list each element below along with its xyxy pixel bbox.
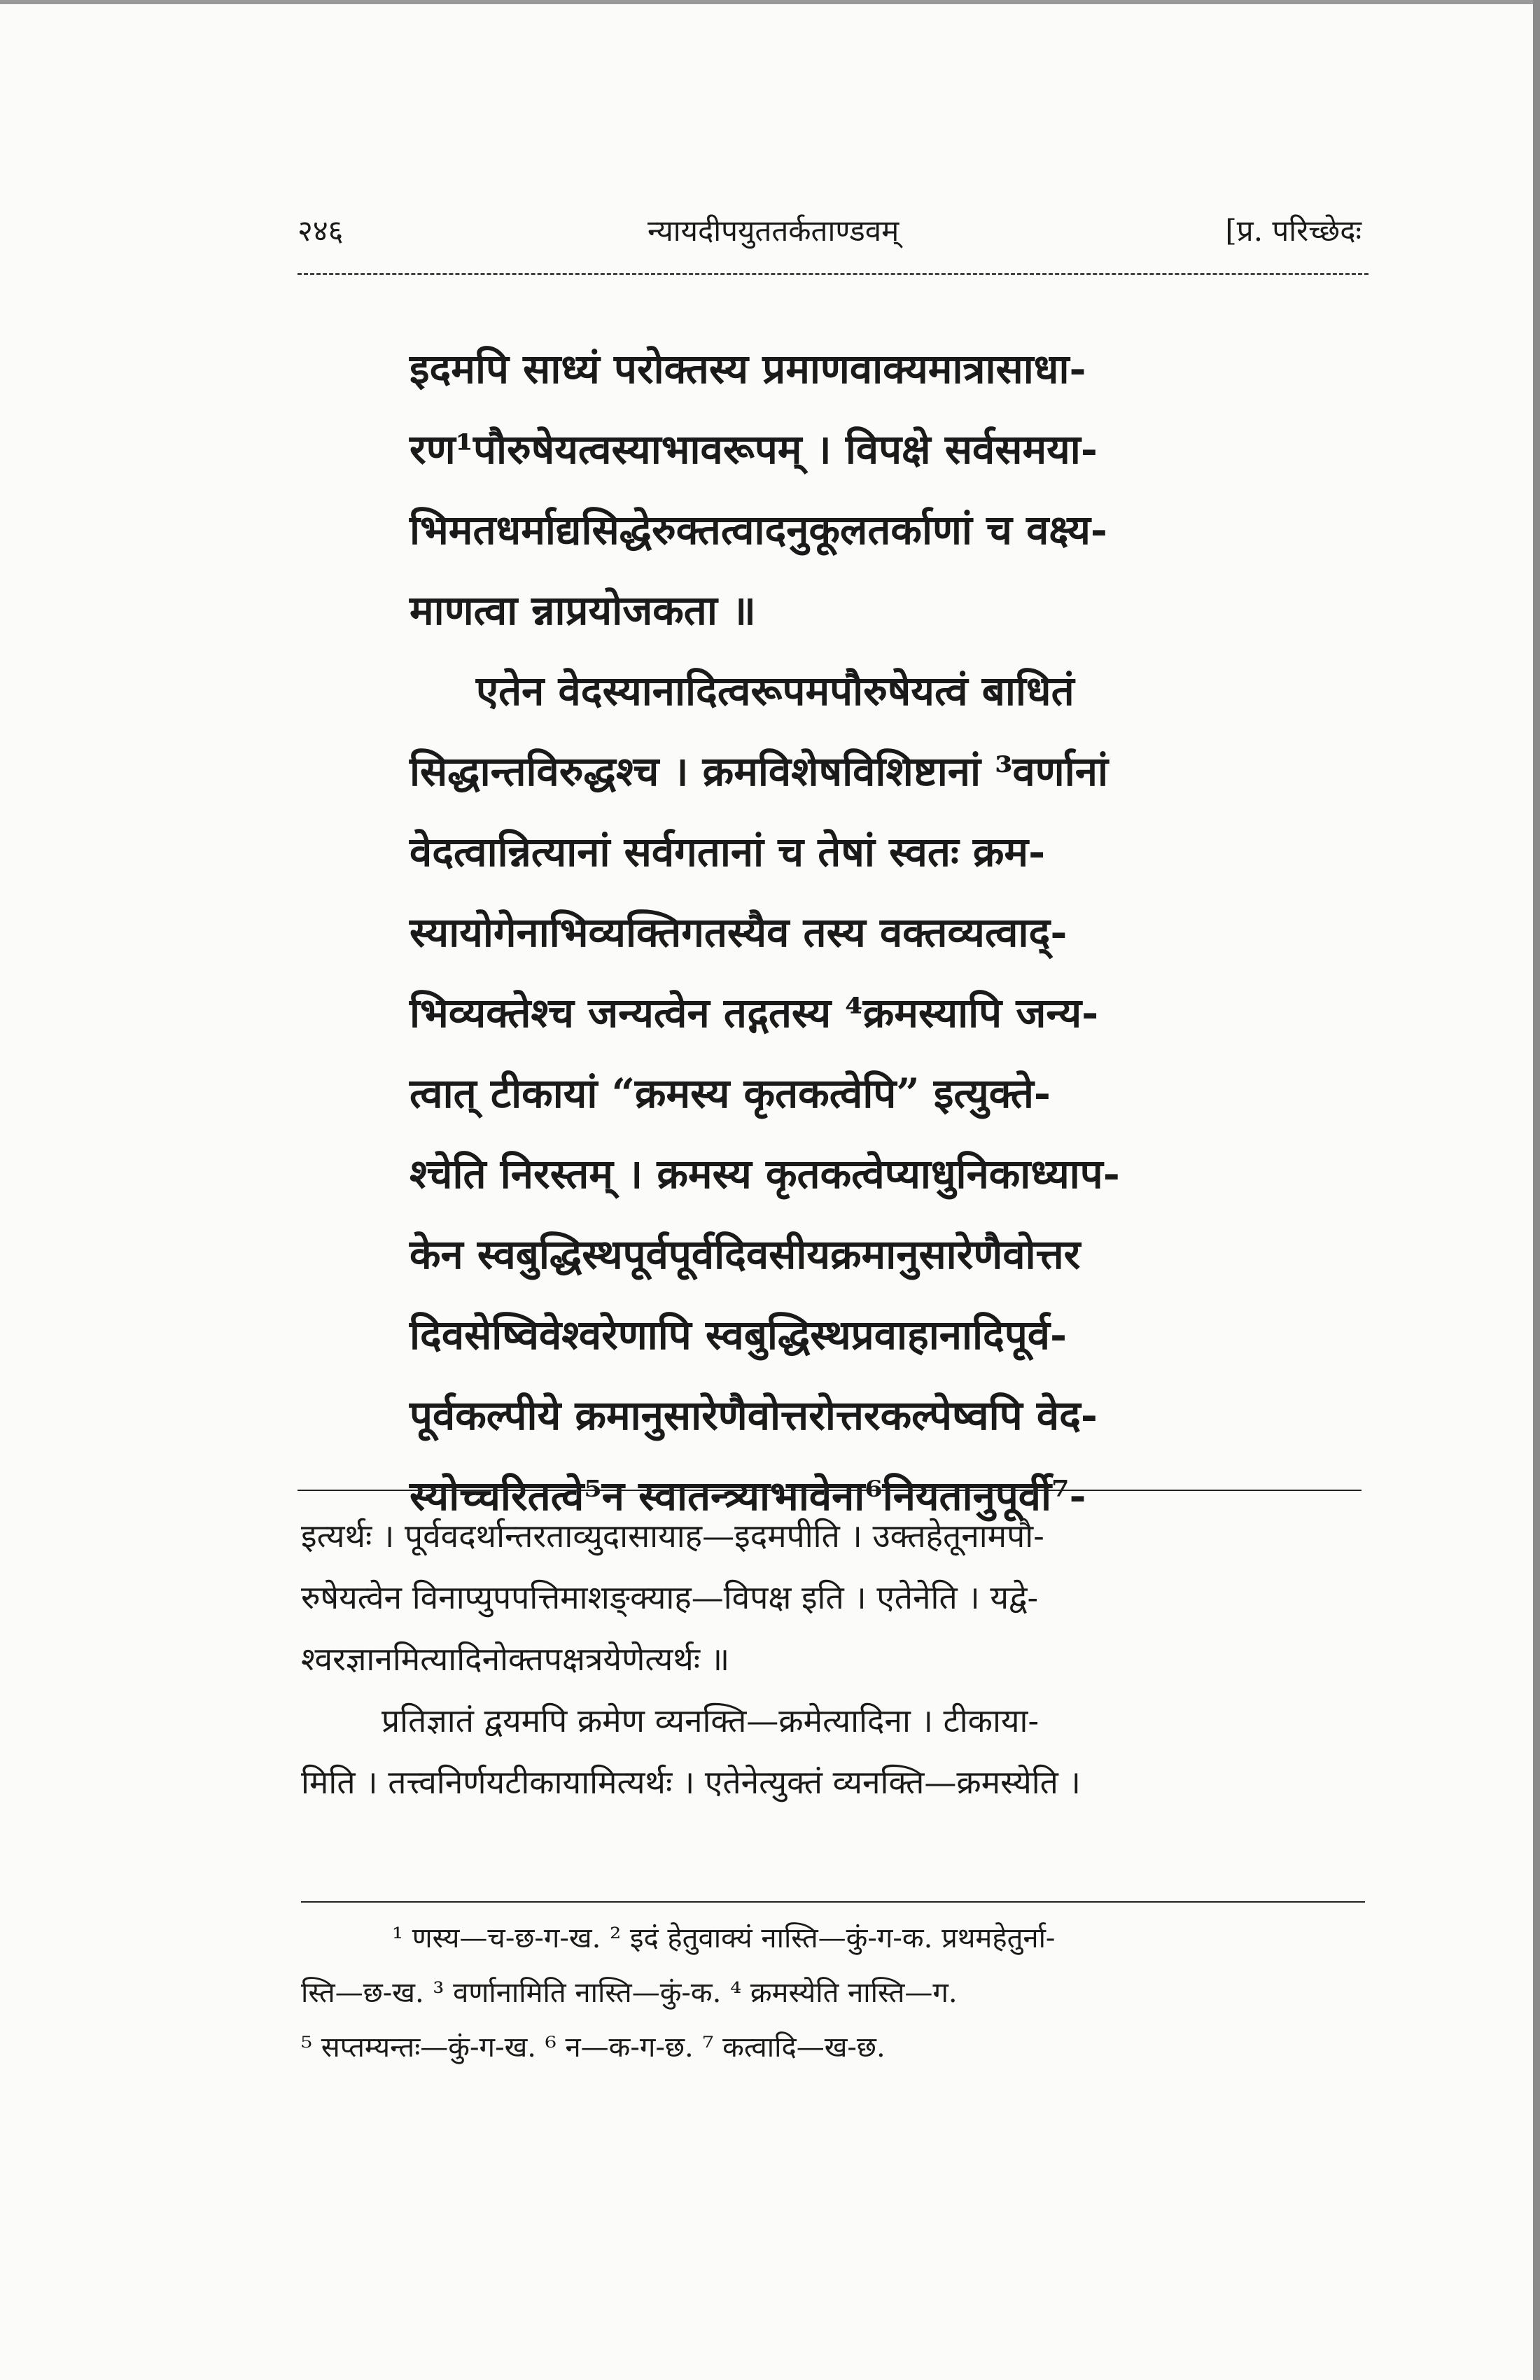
main-text-line: एतेन वेदस्यानादित्वरूपमपौरुषेयत्वं बाधितं — [476, 667, 1074, 715]
main-text-line: त्वात् टीकायां “क्रमस्य कृतकत्वेपि” इत्युक्ते- — [410, 1070, 1051, 1117]
main-text-line: वेदत्वान्नित्यानां सर्वगतानां च तेषां स्वतः क्रम- — [410, 828, 1046, 876]
main-text-line: केन स्वबुद्धिस्थपूर्वपूर्वदिवसीयक्रमानुसारेणैवोत्तर — [410, 1231, 1081, 1278]
footnotes — [301, 1911, 1365, 2075]
header-rule — [298, 273, 1368, 275]
main-text-line: स्यायोगेनाभिव्यक्तिगतस्यैव तस्य वक्तव्यत्वाद्- — [410, 909, 1068, 956]
section-label: [प्र. परिच्छेदः — [1225, 214, 1362, 248]
page-number: २४६ — [298, 214, 344, 248]
main-text-line: भिव्यक्तेश्च जन्यत्वेन तद्गतस्य ⁴क्रमस्यापि जन्य- — [410, 989, 1099, 1037]
main-text-line: स्योच्चरितत्वे⁵न स्वातन्त्र्याभावेना⁶नियतानुपूर्वी⁷- — [410, 1472, 1086, 1520]
page-top-edge — [0, 0, 1540, 4]
page-right-edge — [1533, 0, 1540, 2380]
main-text-line: माणत्वा न्नाप्रयोजकता ॥ — [410, 587, 756, 634]
main-text-line: भिमतधर्माद्यसिद्धेरुक्तत्वादनुकूलतर्काणां च वक्ष्य- — [410, 506, 1107, 554]
main-text-line: श्चेति निरस्तम् । क्रमस्य कृतकत्वेप्याधुनिकाध्याप- — [410, 1150, 1120, 1198]
commentary-line: इत्यर्थः । पूर्ववदर्थान्तरताव्युदासायाह—इदमपीति । उक्तहेतूनामपौ- — [301, 1517, 1044, 1555]
main-text-line: पूर्वकल्पीये क्रमानुसारेणैवोत्तरोत्तरकल्पेष्वपि वेद- — [410, 1392, 1098, 1439]
main-text-line: दिवसेष्विवेश्वरेणापि स्वबुद्धिस्थप्रवाहानादिपूर्व- — [410, 1311, 1068, 1359]
commentary-line: मिति । तत्त्वनिर्णयटीकायामित्यर्थः । एतेनेत्युक्तं व्यनक्ति—क्रमस्येति । — [301, 1763, 1081, 1801]
footnote-line: ¹ णस्य—च-छ-ग-ख. ² इदं हेतुवाक्यं नास्ति—कुं-ग-क. प्रथमहेतुर्ना- — [392, 1922, 1056, 1954]
commentary-line: रुषेयत्वेन विनाप्युपपत्तिमाशङ्क्याह—विपक्ष इति । एतेनेति । यद्वे- — [301, 1578, 1039, 1616]
footnote-line: स्ति—छ-ख. ³ वर्णानामिति नास्ति—कुं-क. ⁴ क्रमस्येति नास्ति—ग. — [301, 1977, 958, 2009]
main-text-line: सिद्धान्तविरुद्धश्च । क्रमविशेषविशिष्टानां ³वर्णानां — [410, 748, 1108, 795]
commentary-line: श्वरज्ञानमित्यादिनोक्तपक्षत्रयेणेत्यर्थः ॥ — [301, 1640, 730, 1678]
main-text — [410, 329, 1264, 1536]
running-header — [298, 210, 1362, 266]
commentary — [301, 1505, 1365, 1813]
commentary-line: प्रतिज्ञातं द्वयमपि क्रमेण व्यनक्ति—क्रमेत्यादिना । टीकाया- — [382, 1702, 1040, 1740]
main-text-line: रण¹पौरुषेयत्वस्याभावरूपम् । विपक्षे सर्वसमया- — [410, 426, 1098, 473]
running-title: न्यायदीपयुततर्कताण्डवम् — [648, 214, 899, 248]
main-text-line: इदमपि साध्यं परोक्तस्य प्रमाणवाक्यमात्रासाधा- — [410, 345, 1086, 393]
main-text-rule — [298, 1490, 1362, 1491]
footnote-rule — [301, 1901, 1365, 1903]
footnote-line: ⁵ सप्तम्यन्तः—कुं-ग-ख. ⁶ न—क-ग-छ. ⁷ कत्वादि—ख-छ. — [301, 2031, 886, 2064]
